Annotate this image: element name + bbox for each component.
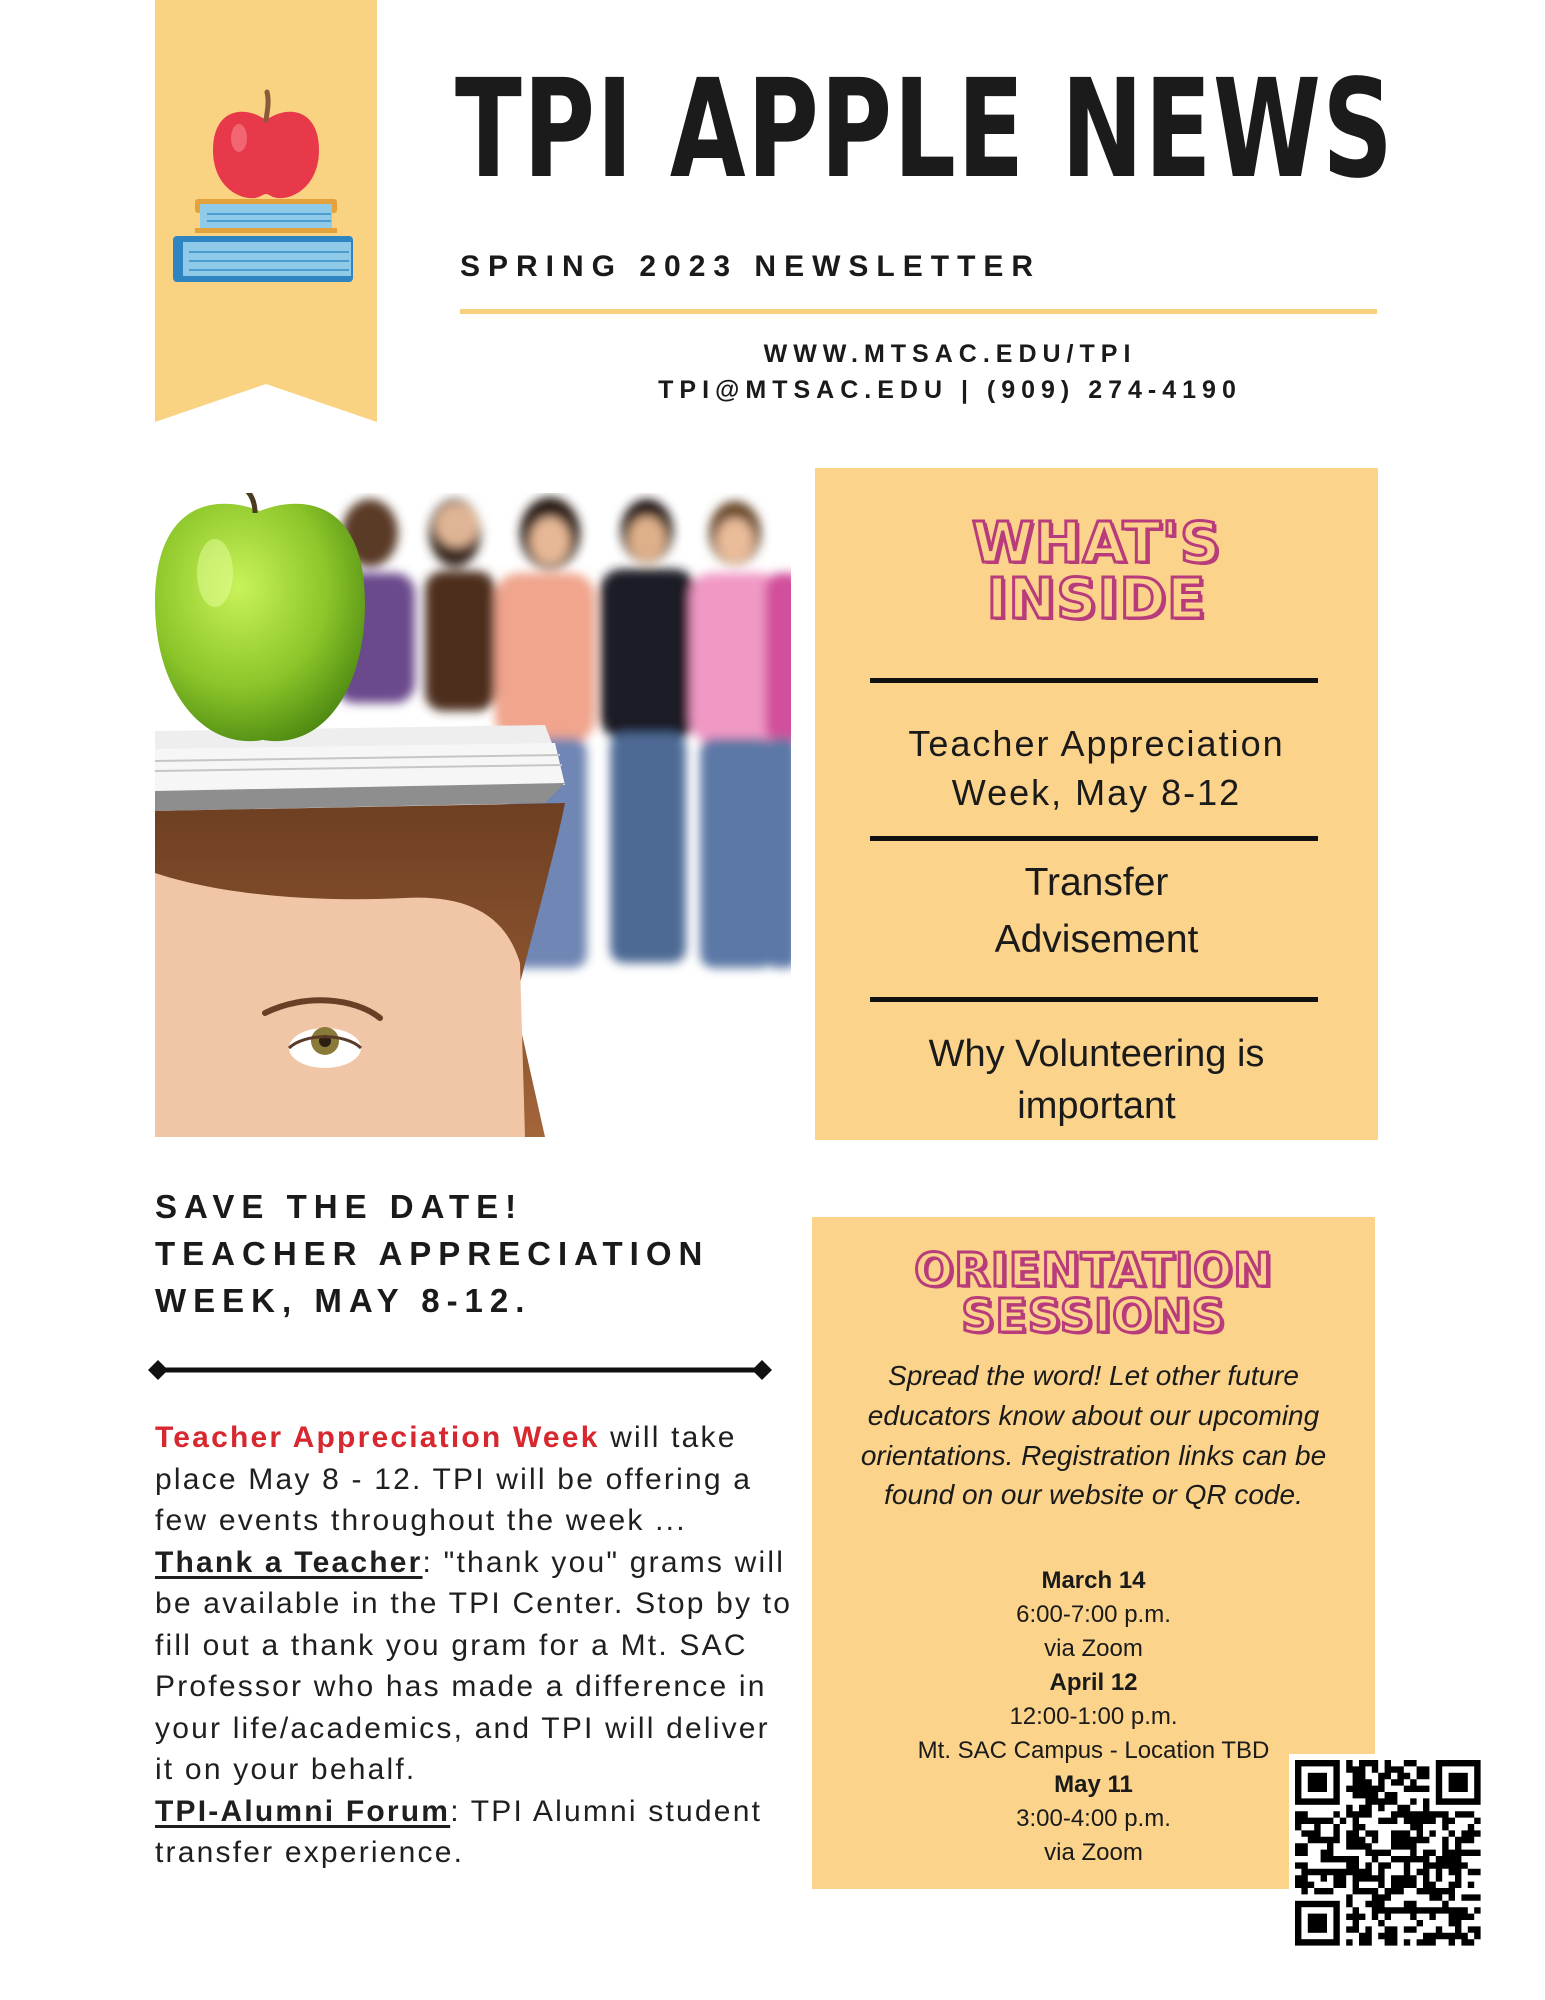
- toc-item-line: Week, May 8-12: [951, 771, 1242, 813]
- orientation-intro: [842, 1356, 1345, 1515]
- toc-item-line: Transfer: [1024, 861, 1169, 904]
- whats-inside-heading: [815, 511, 1378, 632]
- session-time: 3:00-4:00 p.m.: [1016, 1805, 1171, 1832]
- qr-finder: [1298, 1763, 1336, 1801]
- qr-code[interactable]: [1289, 1754, 1487, 1950]
- hero-photo: [155, 493, 791, 1137]
- header-ribbon: [155, 0, 377, 422]
- newsletter-subtitle: SPRING 2023 NEWSLETTER: [460, 250, 1042, 283]
- toc-item-line: Teacher Appreciation: [908, 723, 1285, 764]
- session-date: March 14: [1041, 1567, 1146, 1594]
- session-time: 6:00-7:00 p.m.: [1016, 1601, 1171, 1628]
- toc-item-transfer-advisement[interactable]: [835, 855, 1358, 968]
- article-intro: will take place May 8 - 12. TPI will be offering a few events throughout the week ...: [155, 1421, 753, 1537]
- event-alumni-forum-text: : TPI Alumni student transfer experience.: [155, 1794, 763, 1869]
- event-thank-a-teacher-title: Thank a Teacher: [155, 1545, 423, 1579]
- article-highlight: Teacher Appreciation Week: [155, 1421, 600, 1454]
- header-divider: [460, 309, 1377, 314]
- toc-divider: [870, 678, 1318, 683]
- toc-item-volunteering[interactable]: [835, 1028, 1358, 1133]
- website-link[interactable]: WWW.MTSAC.EDU/TPI: [763, 340, 1137, 368]
- event-thank-a-teacher-text: : "thank you" grams will be available in the TPI Center. Stop by to fill out a thank you gram for a Mt. SAC Professor who has made a difference in your life/academics, and TPI will deliver it on your behalf.: [155, 1545, 793, 1786]
- orientation-intro-line: educators know about our upcoming: [867, 1399, 1320, 1431]
- qr-finder: [1439, 1763, 1477, 1801]
- orientation-intro-line: Spread the word! Let other future: [888, 1360, 1299, 1391]
- save-the-date-line: SAVE THE DATE!: [155, 1188, 524, 1225]
- toc-divider: [870, 836, 1318, 841]
- toc-item-teacher-appreciation[interactable]: [835, 720, 1358, 817]
- orientation-heading-line1: ORIENTATION: [914, 1243, 1273, 1297]
- save-the-date-line: TEACHER APPRECIATION: [155, 1235, 710, 1272]
- session-april-12: [812, 1666, 1375, 1768]
- diamond-divider: [148, 1360, 772, 1380]
- article-body: [155, 1417, 795, 1874]
- session-time: 12:00-1:00 p.m.: [1009, 1703, 1178, 1730]
- save-the-date-line: WEEK, MAY 8-12.: [155, 1282, 532, 1319]
- whats-inside-heading-line2: INSIDE: [986, 567, 1207, 632]
- toc-divider: [870, 997, 1318, 1002]
- session-march-14: [812, 1564, 1375, 1666]
- orientation-intro-line: orientations. Registration links can be: [860, 1439, 1327, 1471]
- session-location: via Zoom: [1044, 1635, 1143, 1662]
- save-the-date-heading: [155, 1183, 795, 1324]
- session-date: April 12: [1049, 1669, 1138, 1696]
- toc-item-line: Advisement: [994, 917, 1199, 961]
- contact-line: TPI@MTSAC.EDU | (909) 274-4190: [658, 376, 1242, 404]
- toc-item-line: Why Volunteering is: [928, 1033, 1265, 1075]
- orientation-intro-line: found on our website or QR code.: [884, 1479, 1303, 1511]
- event-alumni-forum-title: TPI-Alumni Forum: [155, 1794, 451, 1828]
- session-location: via Zoom: [1044, 1839, 1143, 1866]
- page-title: TPI APPLE NEWS: [455, 51, 1395, 209]
- toc-item-line: important: [1017, 1085, 1176, 1128]
- whats-inside-box: [815, 468, 1378, 1140]
- session-date: May 11: [1054, 1771, 1133, 1798]
- whats-inside-heading-line1: WHAT'S: [971, 511, 1222, 576]
- session-location: Mt. SAC Campus - Location TBD: [917, 1737, 1270, 1764]
- orientation-heading-line2: SESSIONS: [961, 1289, 1226, 1343]
- qr-finder: [1298, 1904, 1336, 1942]
- orientation-heading: [812, 1243, 1375, 1343]
